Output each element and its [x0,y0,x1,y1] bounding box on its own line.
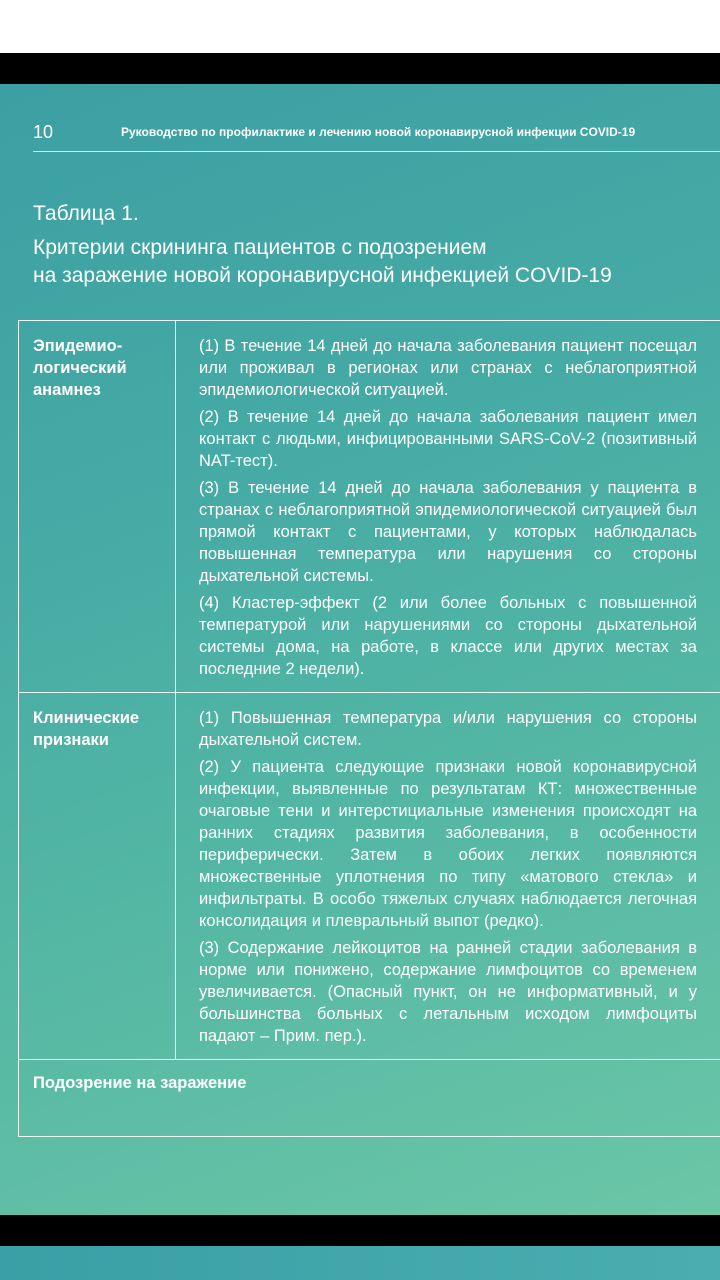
bottom-black-bar [0,1215,720,1246]
header-divider [33,151,720,152]
criterion-paragraph: (1) Повышенная температура и/или нарушения со стороны дыхательной систем. [199,709,697,749]
criterion-paragraph: (1) В течение 14 дней до начала заболевания пациент посещал или проживал в регионах или странах с неблагоприятной эпидемиологической ситуацией. [199,337,697,399]
criterion-paragraph: (2) У пациента следующие признаки новой коронавирусной инфекции, выявленные по результатам КТ: множественные очаговые тени и интерстициальные изменения происходят на ранних стадиях развития заболевания, в особенности периферически. Затем в обоих легких появляются множественные уплотнения по типу «матового стекла» и инфильтраты. В особо тяжелых случаях наблюдается легочная консолидация и плевральный выпот (редко). [199,758,697,930]
criterion-paragraph: (3) В течение 14 дней до начала заболевания у пациента в странах с неблагоприятной эпидемиологической ситуацией был прямой контакт с пациентами, у которых наблюдалась повышенная температура или нарушения со стороны дыхательной системы. [199,479,697,585]
row-label: Эпидемио-логический анамнез [33,337,127,399]
page-number: 10 [33,122,54,142]
table-row-suspicion [18,1059,720,1137]
table-number: Таблица 1. [33,202,139,225]
row-label: Клинические признаки [33,709,140,749]
criterion-paragraph: (3) Содержание лейкоцитов на ранней стадии заболевания в норме или понижено, содержание лимфоцитов со временем увеличивается. (Опасный пункт, он не информативный, и у большинства больных с летальным исходом лимфоциты падают – Прим. пер.). [199,939,697,1045]
table-content-cell [199,693,697,1059]
top-black-bar [0,53,720,84]
table-row-epidemiology [18,320,720,692]
table-row-clinical [18,692,720,1059]
table-title-line: Критерии скрининга пациентов с подозрением [33,236,487,259]
table-label-cell [18,321,176,692]
criteria-table [18,320,720,1137]
suspicion-label: Подозрение на заражение [33,1074,247,1092]
criterion-paragraph: (4) Кластер-эффект (2 или более больных с повышенной температурой или нарушениями со стороны дыхательной системы дома, на работе, в классе или других местах за последние 2 недели). [199,594,697,678]
table-label-cell [18,693,176,1059]
table-title-line: на заражение новой коронавирусной инфекцией COVID-19 [33,264,612,287]
running-title: Руководство по профилактике и лечению новой коронавирусной инфекции COVID-19 [121,125,636,139]
page-header [33,122,720,146]
criterion-paragraph: (2) В течение 14 дней до начала заболевания пациент имел контакт с людьми, инфицированными SARS-CoV-2 (позитивный NAT-тест). [199,408,697,470]
next-page-edge [0,1246,720,1280]
table-content-cell [199,321,697,692]
table-title [33,234,693,290]
table-full-cell [18,1060,720,1136]
document-page[interactable] [0,84,720,1215]
